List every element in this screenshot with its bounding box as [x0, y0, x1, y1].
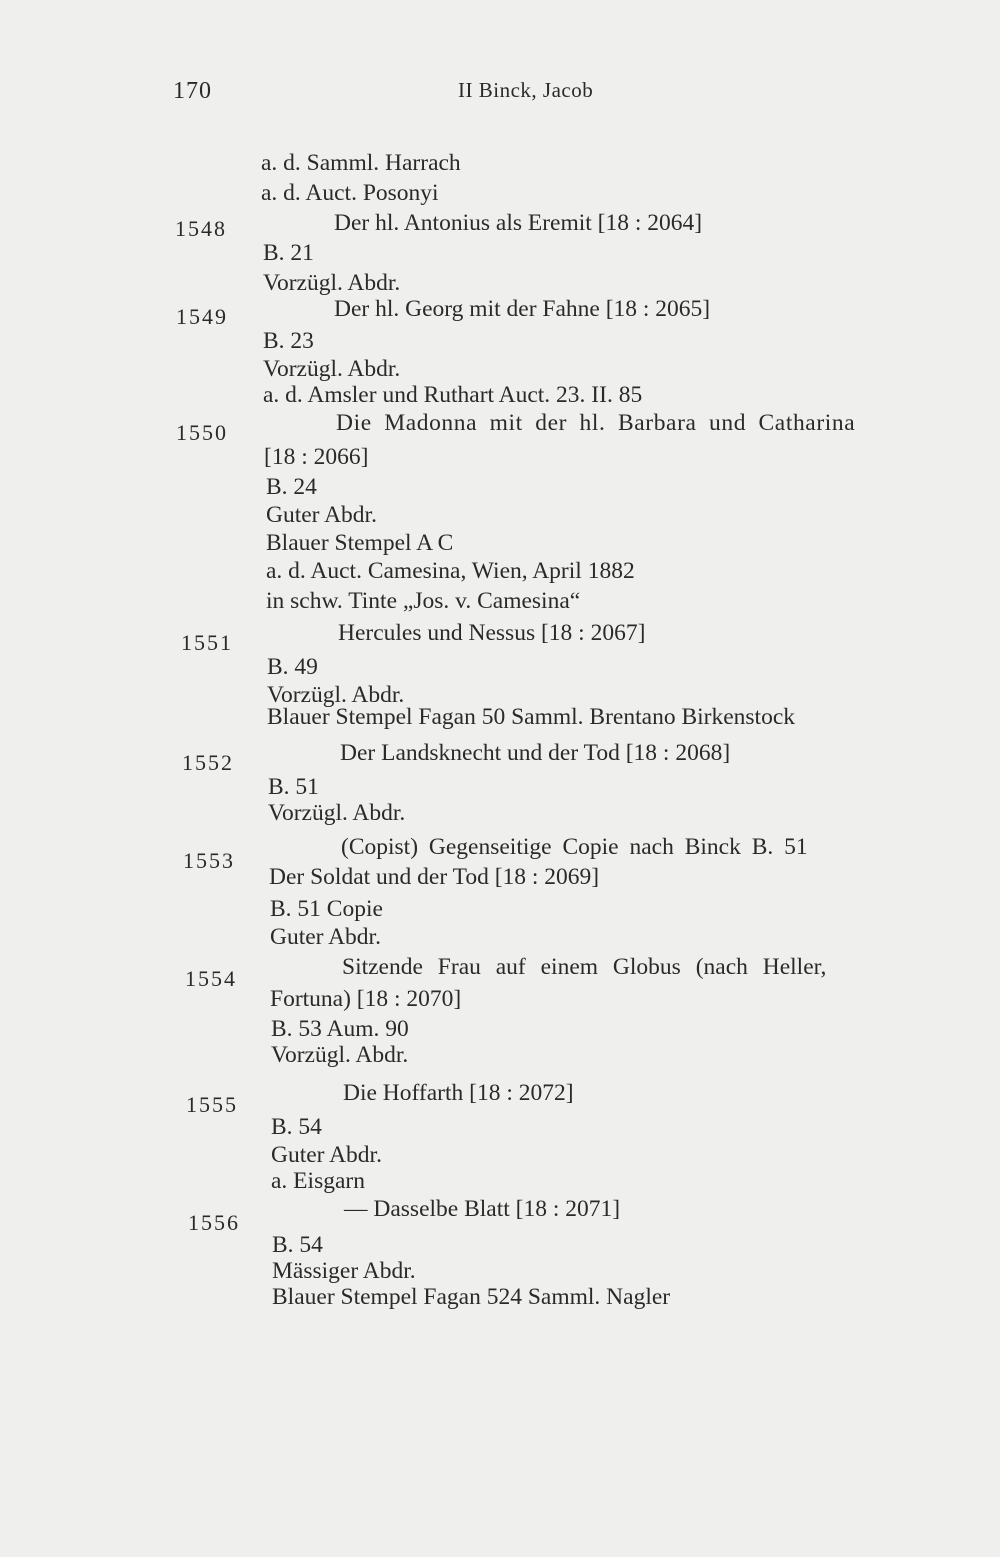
entry-line: B. 23 — [263, 328, 314, 354]
entry-number: 1554 — [185, 966, 237, 991]
entry-line: Guter Abdr. — [270, 924, 381, 950]
entry-title: Die Hoffarth [18 : 2072] — [343, 1080, 574, 1106]
entry-number: 1549 — [176, 304, 228, 329]
entry-line: Vorzügl. Abdr. — [263, 356, 401, 382]
entry-line: B. 54 — [271, 1114, 322, 1140]
entry-number: 1548 — [175, 216, 227, 241]
entry-line: Fortuna) [18 : 2070] — [270, 986, 462, 1012]
entry-title: Der hl. Georg mit der Fahne [18 : 2065] — [334, 296, 711, 322]
entry-number: 1556 — [188, 1210, 240, 1235]
entry-line: in schw. Tinte „Jos. v. Camesina“ — [266, 588, 581, 614]
entry-title: Der Landsknecht und der Tod [18 : 2068] — [340, 740, 731, 766]
entry-line: [18 : 2066] — [264, 444, 369, 470]
entry-number: 1553 — [183, 848, 235, 873]
entry-line: Guter Abdr. — [266, 502, 377, 528]
entry-line: B. 49 — [267, 654, 318, 680]
entry-line: Blauer Stempel A C — [266, 530, 454, 556]
entry-line: a. d. Samml. Harrach — [261, 150, 461, 176]
entry-number: 1550 — [176, 420, 228, 445]
entry-number: 1552 — [182, 750, 234, 775]
entry-line: Mässiger Abdr. — [272, 1258, 416, 1284]
entry-line: a. d. Amsler und Ruthart Auct. 23. II. 85 — [263, 382, 643, 408]
entry-title: Hercules und Nessus [18 : 2067] — [338, 620, 646, 646]
entry-title: Der hl. Antonius als Eremit [18 : 2064] — [334, 210, 703, 236]
entry-title: — Dasselbe Blatt [18 : 2071] — [344, 1196, 621, 1222]
entry-line: Vorzügl. Abdr. — [267, 682, 405, 708]
entry-title: (Copist) Gegenseitige Copie nach Binck B. 51 — [341, 834, 808, 860]
entry-line: Vorzügl. Abdr. — [268, 800, 406, 826]
entry-title: Die Madonna mit der hl. Barbara und Catharina — [336, 410, 856, 436]
entry-line: B. 53 Aum. 90 — [271, 1016, 409, 1042]
entry-line: Der Soldat und der Tod [18 : 2069] — [269, 864, 600, 890]
entry-number: 1551 — [181, 630, 233, 655]
entry-line: a. d. Auct. Camesina, Wien, April 1882 — [266, 558, 635, 584]
entry-number: 1555 — [186, 1092, 238, 1117]
page-number: 170 — [173, 78, 212, 104]
entry-line: B. 51 — [268, 774, 319, 800]
entry-line: a. d. Auct. Posonyi — [261, 180, 439, 206]
entry-line: Vorzügl. Abdr. — [271, 1042, 409, 1068]
entry-line: Vorzügl. Abdr. — [263, 270, 401, 296]
entry-line: Blauer Stempel Fagan 50 Samml. Brentano Birkenstock — [267, 704, 796, 730]
entry-line: Guter Abdr. — [271, 1142, 382, 1168]
entry-title: Sitzende Frau auf einem Globus (nach Heller, — [342, 954, 827, 980]
entry-line: Blauer Stempel Fagan 524 Samml. Nagler — [272, 1284, 671, 1310]
entry-line: a. Eisgarn — [271, 1168, 365, 1194]
entry-line: B. 51 Copie — [270, 896, 383, 922]
entry-line: B. 54 — [272, 1232, 323, 1258]
entry-line: B. 21 — [263, 240, 314, 266]
running-title: II Binck, Jacob — [458, 78, 594, 102]
entry-line: B. 24 — [266, 474, 317, 500]
